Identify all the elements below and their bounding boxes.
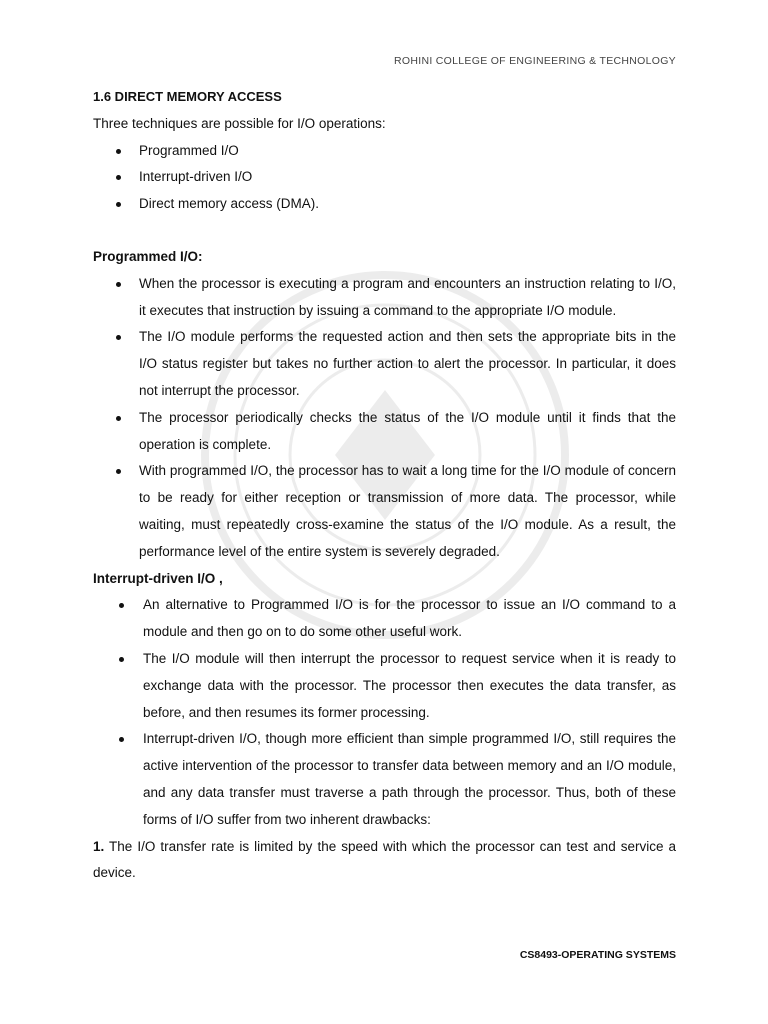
bullet-icon: [116, 202, 121, 207]
list-item: The processor periodically checks the status of the I/O module until it finds that the operation is complete.: [93, 405, 676, 459]
spacer: [93, 218, 676, 244]
bullet-icon: [119, 737, 124, 742]
list-item: Programmed I/O: [93, 138, 676, 165]
bullet-icon: [116, 175, 121, 180]
list-item: Interrupt-driven I/O, though more efficient than simple programmed I/O, still requires the active intervention of the processor to transfer data between memory and an I/O module, and any data transfer must traverse a path through the processor. Thus, both of these forms of I/O suffer from two inherent drawbacks:: [93, 726, 676, 833]
document-body: [93, 84, 676, 887]
list-item: The I/O module will then interrupt the processor to request service when it is ready to exchange data with the processor. The processor then executes the data transfer, as before, and then resumes its former processing.: [93, 646, 676, 726]
bullet-icon: [116, 282, 121, 287]
drawback-number: 1.: [93, 838, 105, 854]
section-intro: Three techniques are possible for I/O operations:: [93, 115, 386, 131]
list-item: Direct memory access (DMA).: [93, 191, 676, 218]
page-footer-course: CS8493-OPERATING SYSTEMS: [519, 949, 676, 961]
bullet-icon: [116, 335, 121, 340]
drawback-item: [93, 834, 676, 888]
list-item: When the processor is executing a program and encounters an instruction relating to I/O, it executes that instruction by issuing a command to the appropriate I/O module.: [93, 271, 676, 325]
interrupt-io-heading: Interrupt-driven I/O ,: [93, 570, 223, 586]
programmed-io-list: [93, 271, 676, 566]
page-header-institution: ROHINI COLLEGE OF ENGINEERING & TECHNOLOGY: [394, 55, 676, 67]
programmed-io-heading: Programmed I/O:: [93, 248, 203, 264]
bullet-icon: [116, 469, 121, 474]
drawback-text: The I/O transfer rate is limited by the speed with which the processor can test and service a device.: [93, 838, 676, 881]
bullet-icon: [116, 149, 121, 154]
list-item: The I/O module performs the requested action and then sets the appropriate bits in the I/O status register but takes no further action to alert the processor. In particular, it does not interrupt the processor.: [93, 324, 676, 404]
list-item: With programmed I/O, the processor has to wait a long time for the I/O module of concern to be ready for either reception or transmission of more data. The processor, while waiting, must repeatedly cross-examine the status of the I/O module. As a result, the performance level of the entire system is severely degraded.: [93, 458, 676, 565]
section-title: 1.6 DIRECT MEMORY ACCESS: [93, 89, 282, 104]
techniques-list: [93, 138, 676, 218]
bullet-icon: [116, 416, 121, 421]
bullet-icon: [119, 657, 124, 662]
list-item: Interrupt-driven I/O: [93, 164, 676, 191]
interrupt-io-list: [93, 592, 676, 833]
list-item: An alternative to Programmed I/O is for the processor to issue an I/O command to a module and then go on to do some other useful work.: [93, 592, 676, 646]
bullet-icon: [119, 603, 124, 608]
